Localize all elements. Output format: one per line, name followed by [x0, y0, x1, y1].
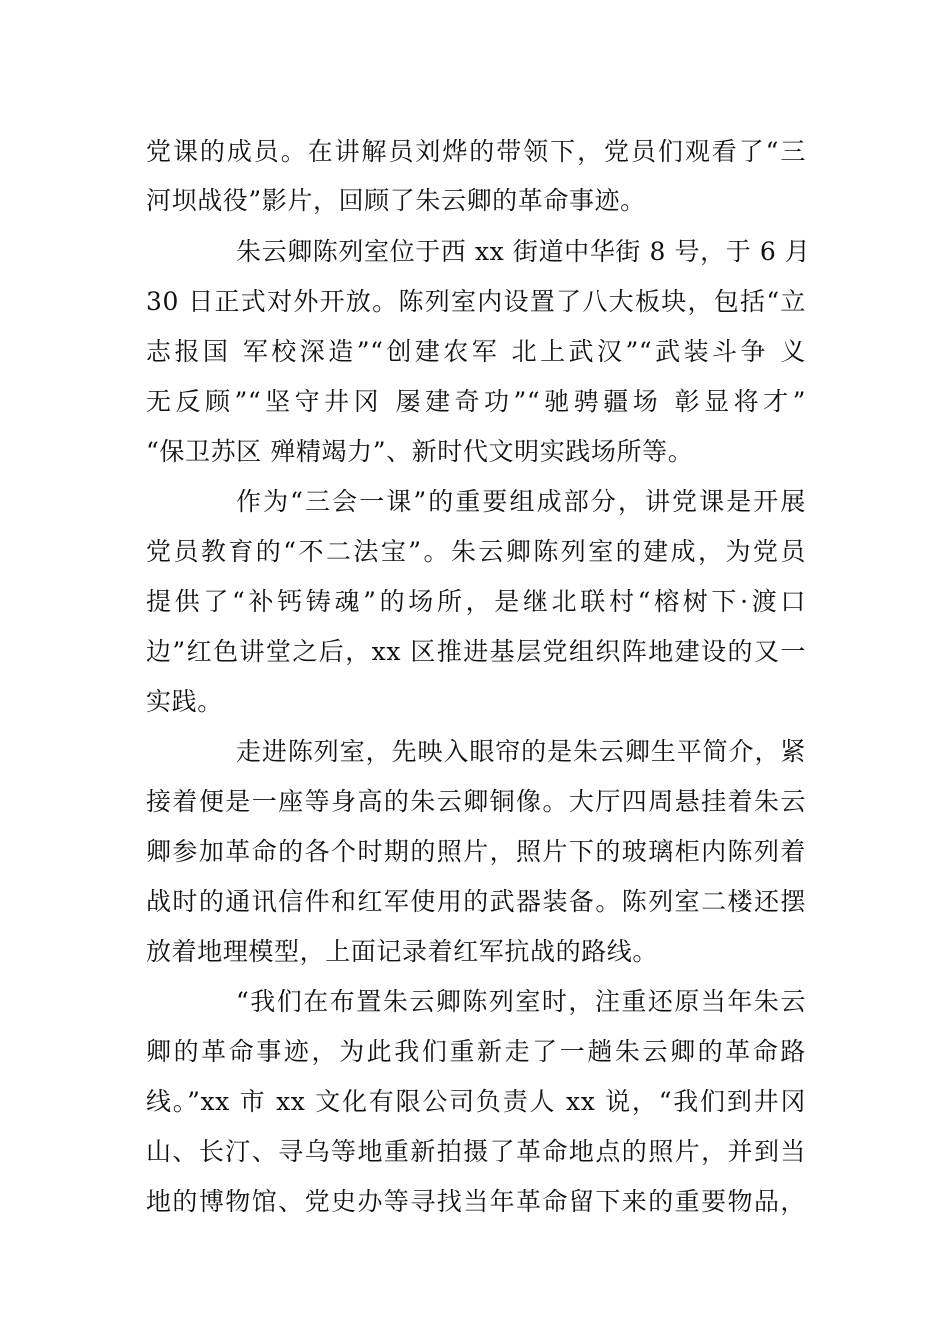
text-line: 卿的革命事迹，为此我们重新走了一趟朱云卿的革命路 — [146, 1037, 806, 1066]
text-line: 线。”xx 市 xx 文化有限公司负责人 xx 说，“我们到井冈 — [146, 1087, 806, 1116]
text-line: 卿参加革命的各个时期的照片，照片下的玻璃柜内陈列着 — [146, 837, 806, 866]
text-line: 30 日正式对外开放。陈列室内设置了八大板块，包括“立 — [146, 287, 806, 316]
text-line: 无反顾”“坚守井冈 屡建奇功”“驰骋疆场 彰显将才” — [146, 387, 806, 416]
text-line: 作为“三会一课”的重要组成部分，讲党课是开展 — [236, 487, 806, 516]
text-line: 战时的通讯信件和红军使用的武器装备。陈列室二楼还摆 — [146, 887, 806, 916]
text-line: “我们在布置朱云卿陈列室时，注重还原当年朱云 — [236, 987, 806, 1016]
text-line: 提供了“补钙铸魂”的场所，是继北联村“榕树下·渡口 — [146, 587, 806, 616]
text-line: 山、长汀、寻乌等地重新拍摄了革命地点的照片，并到当 — [146, 1137, 806, 1166]
text-line: 放着地理模型，上面记录着红军抗战的路线。 — [146, 937, 659, 966]
text-line: 党员教育的“不二法宝”。朱云卿陈列室的建成，为党员 — [146, 537, 806, 566]
text-line: 志报国 军校深造”“创建农军 北上武汉”“武装斗争 义 — [146, 337, 806, 366]
text-line: 边”红色讲堂之后，xx 区推进基层党组织阵地建设的又一 — [146, 637, 806, 666]
text-line: 地的博物馆、党史办等寻找当年革命留下来的重要物品， — [146, 1187, 806, 1216]
text-line: 河坝战役”影片，回顾了朱云卿的革命事迹。 — [146, 186, 646, 215]
text-line: 走进陈列室，先映入眼帘的是朱云卿生平简介，紧 — [236, 737, 806, 766]
text-line: 党课的成员。在讲解员刘烨的带领下，党员们观看了“三 — [146, 137, 806, 166]
text-line: 实践。 — [146, 687, 223, 716]
text-line: 朱云卿陈列室位于西 xx 街道中华街 8 号，于 6 月 — [236, 237, 811, 266]
text-line: “保卫苏区 殚精竭力”、新时代文明实践场所等。 — [146, 437, 694, 466]
text-line: 接着便是一座等身高的朱云卿铜像。大厅四周悬挂着朱云 — [146, 787, 806, 816]
